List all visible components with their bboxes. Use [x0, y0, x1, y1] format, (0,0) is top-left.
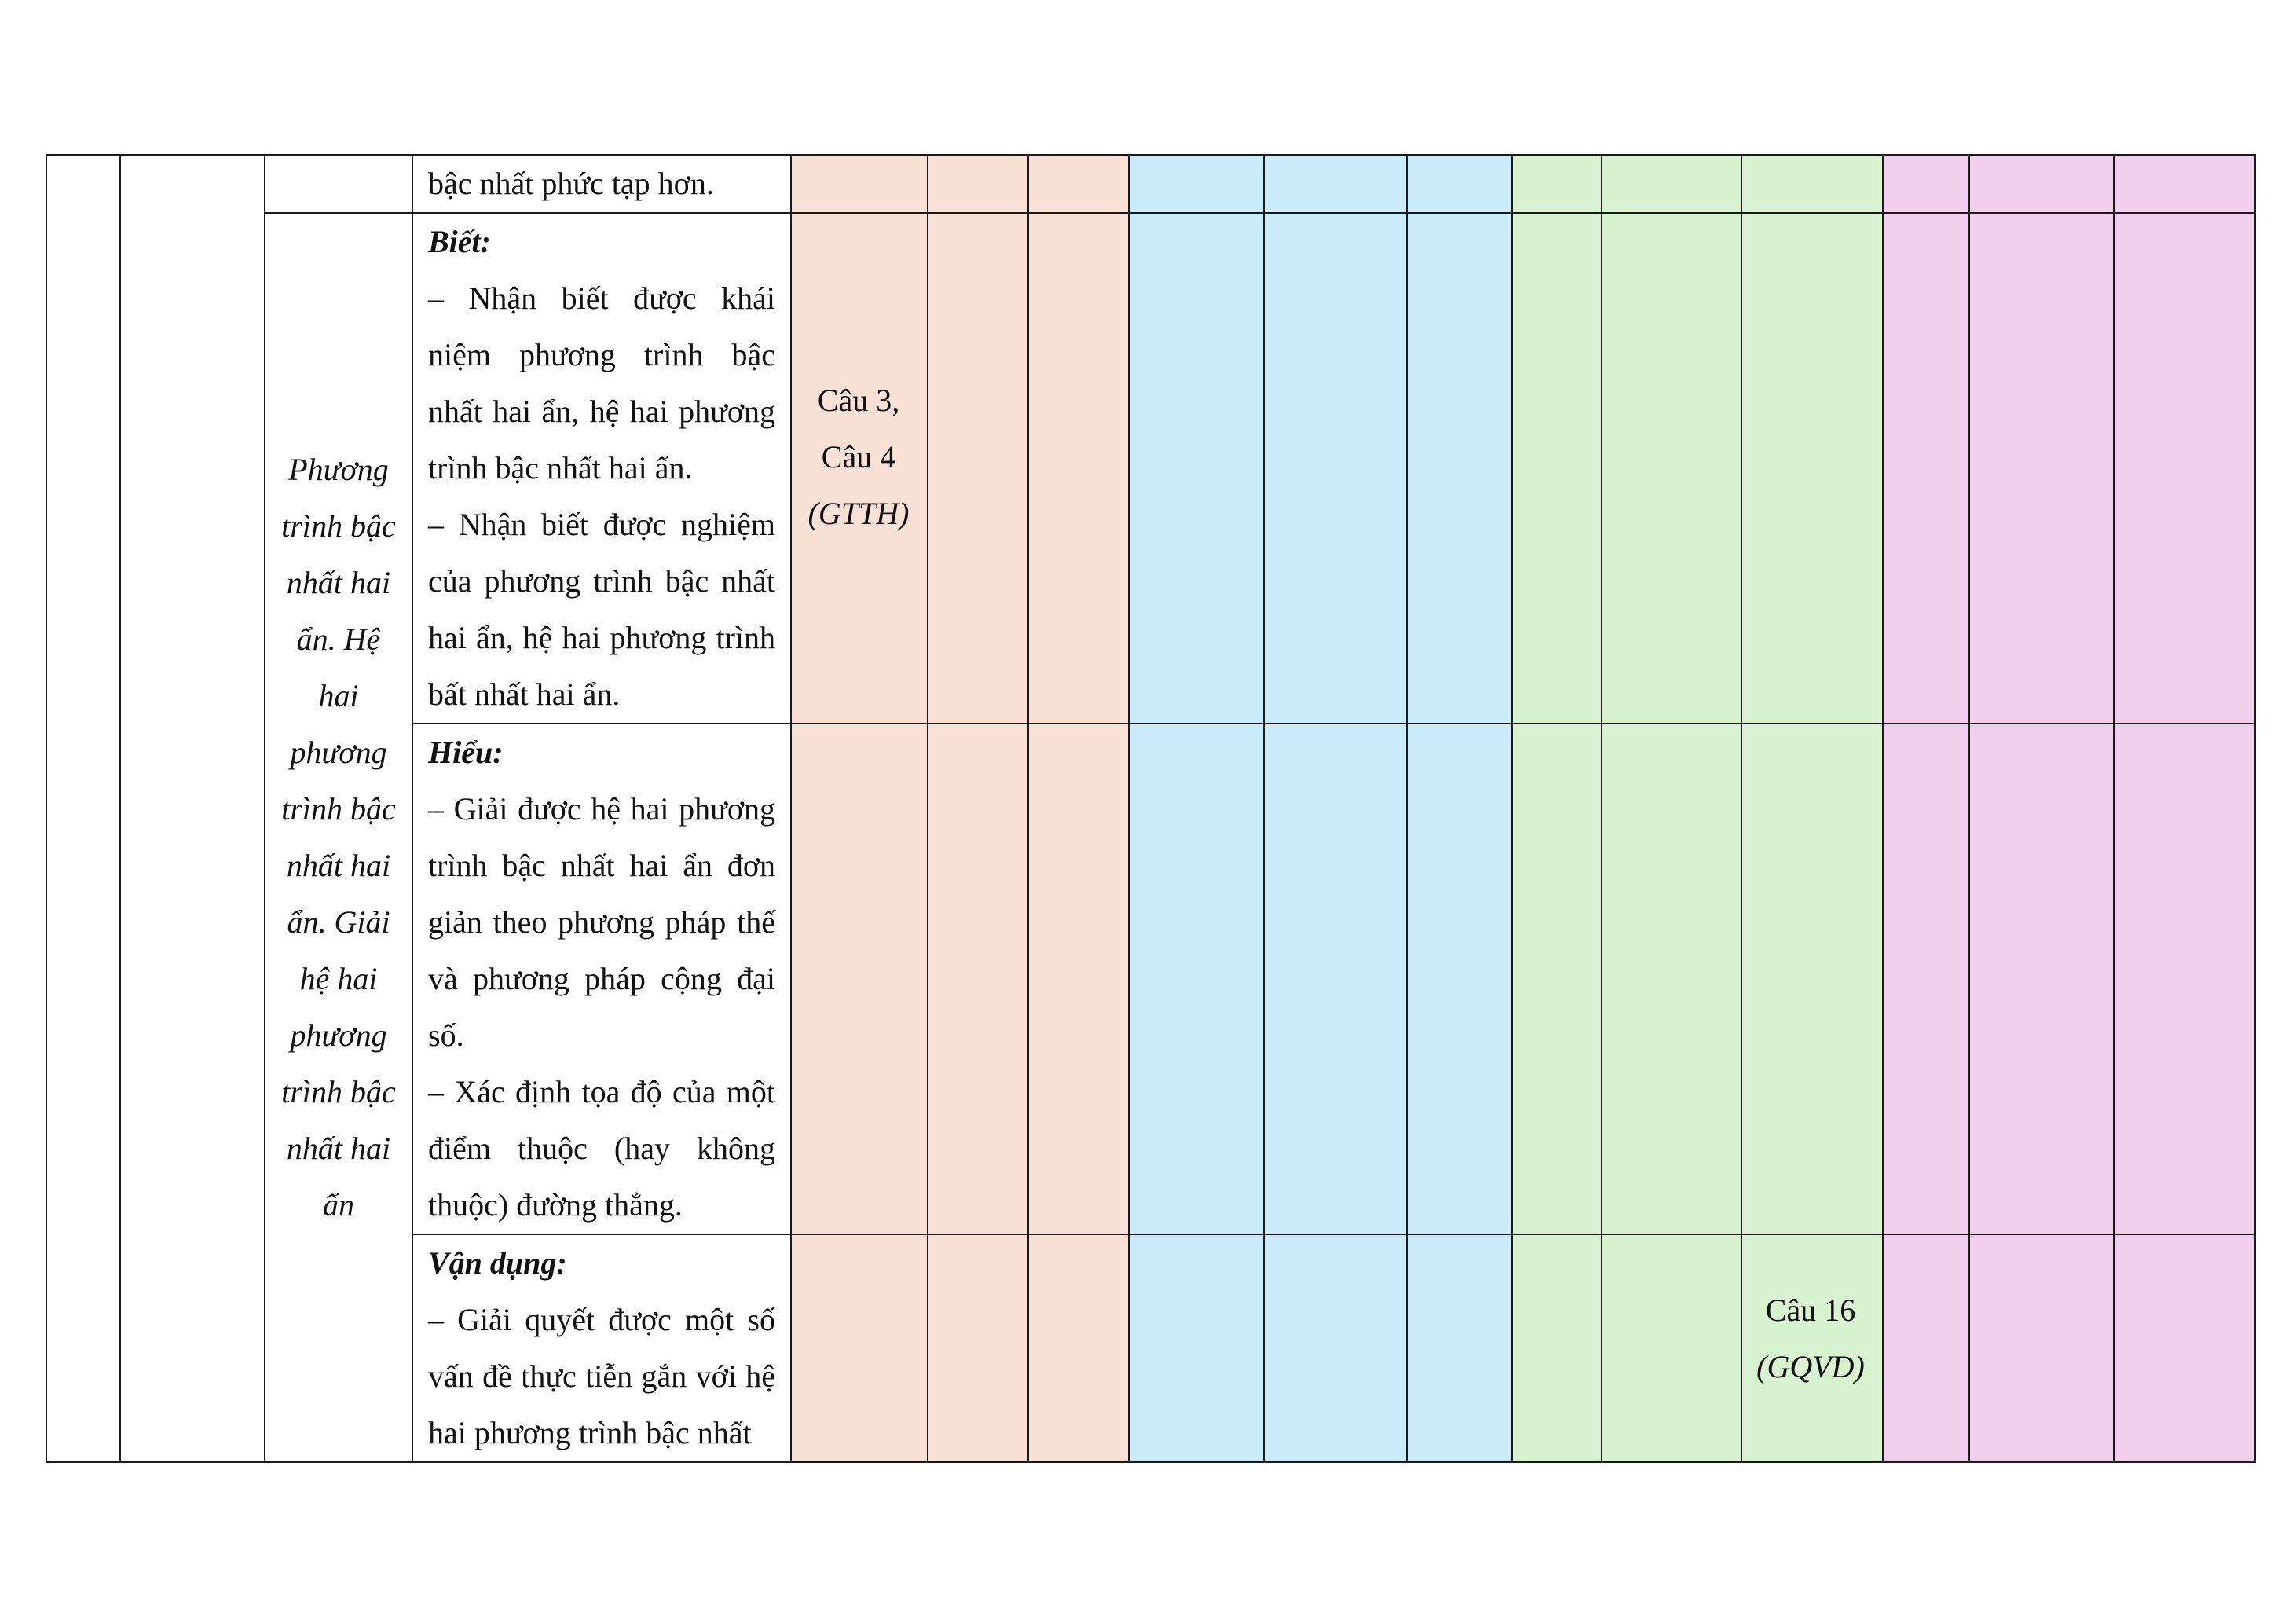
topic-cell — [264, 212, 413, 1463]
vandung-level-cell — [1263, 1234, 1408, 1463]
col-index-cell — [46, 154, 121, 1463]
row1-level-cell — [2113, 154, 2256, 214]
vandung-level-cell — [927, 1234, 1029, 1463]
biet-level-cell — [1741, 212, 1884, 724]
vandung-question-label — [1739, 1282, 1882, 1395]
biet-level-cell — [2113, 212, 2256, 724]
biet-question-line2: Câu 4 — [821, 439, 896, 475]
col-chapter-cell — [119, 154, 265, 1463]
hieu-item-1: – Giải được hệ hai phương trình bậc nhất hai ẩn đơn giản theo phương pháp thế và phương pháp cộng đại số. — [428, 791, 775, 1053]
biet-question-tag: (GTTH) — [807, 496, 910, 531]
vandung-level-cell — [1601, 1234, 1742, 1463]
row1-level-cell — [1027, 154, 1130, 214]
hieu-heading: Hiểu: — [428, 735, 504, 770]
biet-level-cell — [1511, 212, 1602, 724]
row1-level-cell — [790, 154, 928, 214]
biet-heading: Biết: — [428, 224, 491, 259]
biet-question-label — [790, 372, 927, 542]
hieu-level-cell — [1511, 723, 1602, 1235]
hieu-level-cell — [790, 723, 928, 1235]
hieu-description-cell — [412, 723, 792, 1235]
vandung-level-cell — [1968, 1234, 2115, 1463]
topic-title: Phương trình bậc nhất hai ẩn. Hệ hai phương trình bậc nhất hai ẩn. Giải hệ hai phương trình bậc nhất hai ẩn — [281, 452, 396, 1223]
hieu-level-cell — [927, 723, 1029, 1235]
row1-topic-cell — [264, 154, 413, 214]
hieu-item-2: – Xác định tọa độ của một điểm thuộc (hay không thuộc) đường thẳng. — [428, 1074, 775, 1223]
biet-level-cell — [1968, 212, 2115, 724]
vandung-heading: Vận dụng: — [428, 1245, 567, 1281]
row1-level-cell — [1741, 154, 1884, 214]
hieu-level-cell — [1882, 723, 1970, 1235]
hieu-level-cell — [2113, 723, 2256, 1235]
row1-level-cell — [927, 154, 1029, 214]
biet-level-cell — [1882, 212, 1970, 724]
biet-level-cell — [1027, 212, 1130, 724]
hieu-level-cell — [1128, 723, 1265, 1235]
biet-level-cell — [927, 212, 1029, 724]
biet-item-2: – Nhận biết được nghiệm của phương trình bậc nhất hai ẩn, hệ hai phương trình bất nhất hai ẩn. — [428, 507, 775, 712]
vandung-level-cell — [1406, 1234, 1513, 1463]
vandung-description-cell — [412, 1234, 792, 1463]
hieu-level-cell — [1601, 723, 1742, 1235]
biet-question-line1: Câu 3, — [817, 383, 900, 418]
vandung-level-cell — [1882, 1234, 1970, 1463]
row1-level-cell — [1511, 154, 1602, 214]
biet-level-cell — [1406, 212, 1513, 724]
hieu-level-cell — [1027, 723, 1130, 1235]
biet-level-cell — [1128, 212, 1265, 724]
row1-description-cell — [412, 154, 792, 214]
hieu-level-cell — [1741, 723, 1884, 1235]
row1-level-cell — [1263, 154, 1408, 214]
row1-level-cell — [1406, 154, 1513, 214]
hieu-level-cell — [1263, 723, 1408, 1235]
row1-level-cell — [1128, 154, 1265, 214]
biet-item-1: – Nhận biết được khái niệm phương trình bậc nhất hai ẩn, hệ hai phương trình bậc nhất hai ẩn. — [428, 280, 775, 486]
vandung-level-cell — [790, 1234, 928, 1463]
vandung-question-tag: (GQVD) — [1756, 1349, 1865, 1384]
row1-level-cell — [1882, 154, 1970, 214]
vandung-level-cell — [1128, 1234, 1265, 1463]
hieu-level-cell — [1406, 723, 1513, 1235]
vandung-level-cell — [1027, 1234, 1130, 1463]
vandung-level-cell — [1511, 1234, 1602, 1463]
row1-description-text: bậc nhất phức tạp hơn. — [428, 166, 714, 201]
vandung-question-line1: Câu 16 — [1765, 1292, 1856, 1328]
row1-level-cell — [1968, 154, 2115, 214]
vandung-item-1: – Giải quyết được một số vấn đề thực tiễn gắn với hệ hai phương trình bậc nhất — [428, 1302, 775, 1450]
row1-level-cell — [1601, 154, 1742, 214]
biet-level-cell — [1263, 212, 1408, 724]
vandung-level-cell — [2113, 1234, 2256, 1463]
biet-description-cell — [412, 212, 792, 724]
hieu-level-cell — [1968, 723, 2115, 1235]
biet-level-cell — [1601, 212, 1742, 724]
